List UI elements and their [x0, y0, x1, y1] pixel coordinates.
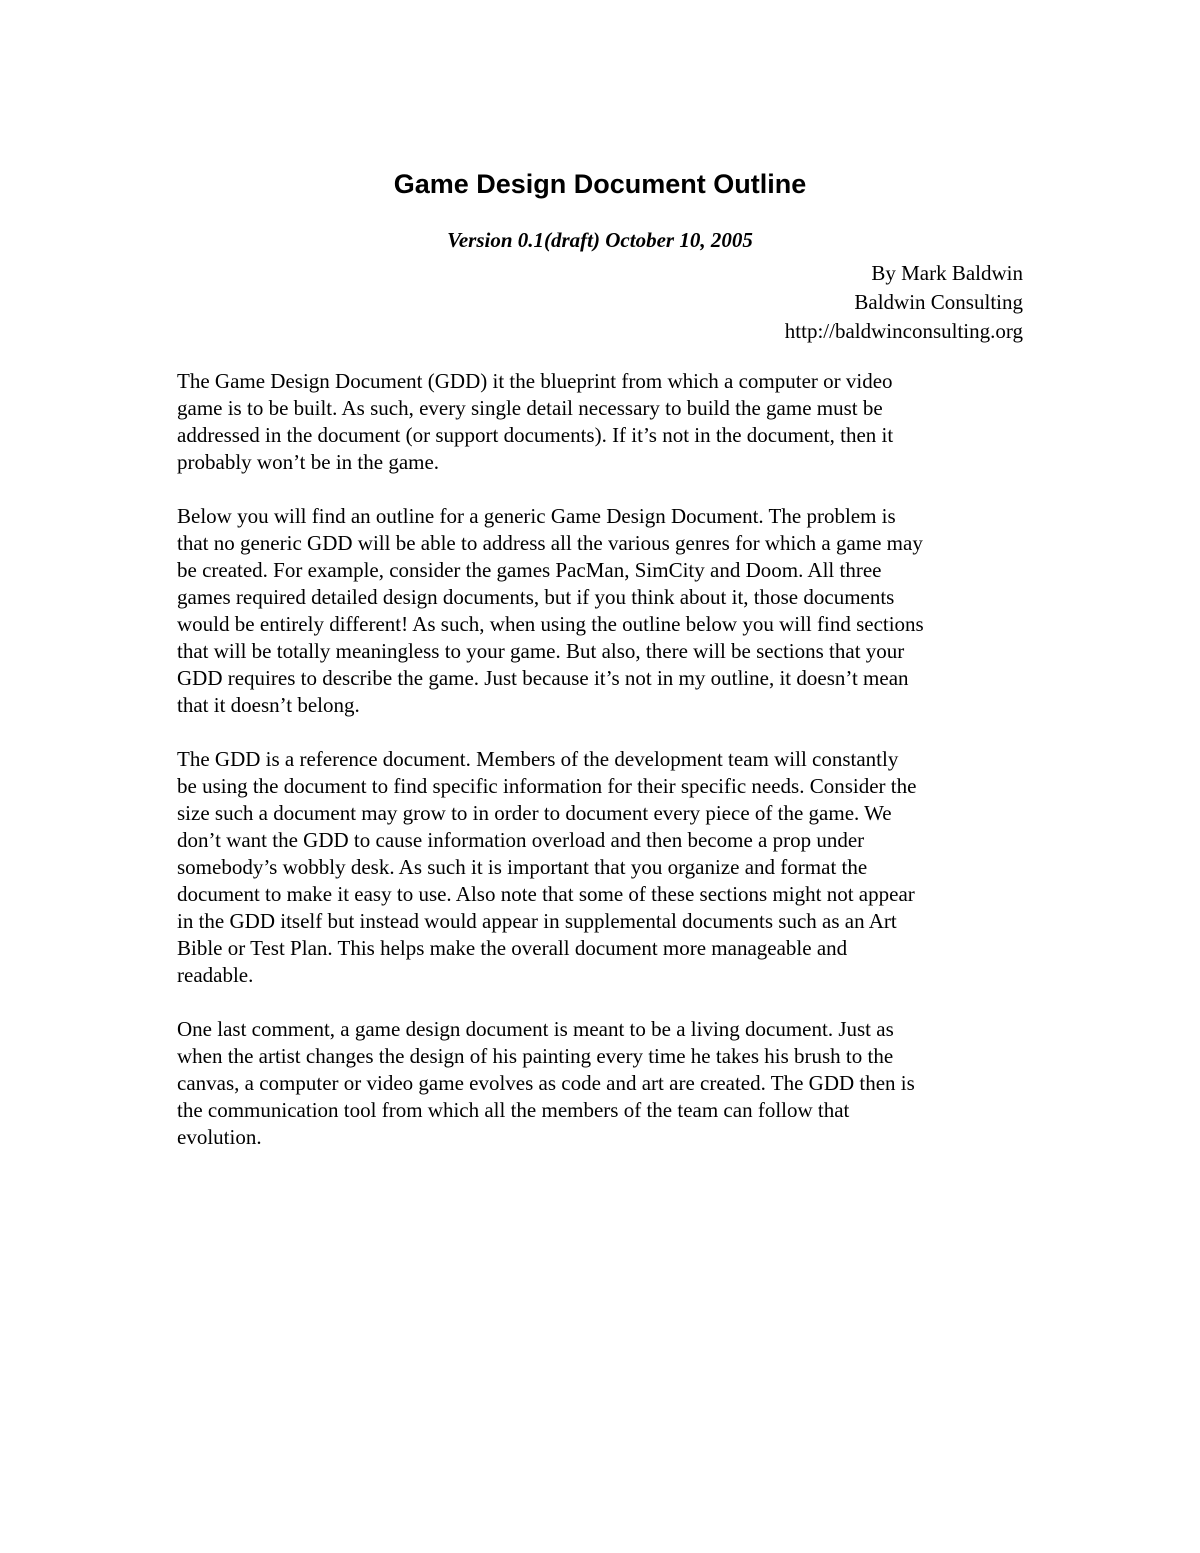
version-line: Version 0.1(draft) October 10, 2005: [447, 228, 753, 252]
document-title: Game Design Document Outline: [393, 169, 807, 199]
paragraph-line: in the GDD itself but instead would appear in supplemental documents such as an Art: [177, 909, 897, 933]
paragraph-outline: [177, 503, 1027, 719]
byline: [785, 259, 1023, 346]
paragraph-line: game is to be built. As such, every single detail necessary to build the game must be: [177, 396, 883, 420]
paragraph-line: would be entirely different! As such, when using the outline below you will find sections: [177, 612, 924, 636]
paragraph-line: GDD requires to describe the game. Just because it’s not in my outline, it doesn’t mean: [177, 666, 909, 690]
paragraph-line: readable.: [177, 963, 254, 987]
paragraph-line: size such a document may grow to in order to document every piece of the game. We: [177, 801, 892, 825]
paragraph-line: that it doesn’t belong.: [177, 693, 360, 717]
company-url: http://baldwinconsulting.org: [784, 319, 1023, 343]
paragraph-intro: [177, 368, 1027, 476]
paragraph-line: probably won’t be in the game.: [177, 450, 440, 474]
paragraph-line: be using the document to find specific information for their specific needs. Consider the: [177, 774, 917, 798]
paragraph-line: The Game Design Document (GDD) it the blueprint from which a computer or video: [177, 369, 893, 393]
paragraph-line: that will be totally meaningless to your game. But also, there will be sections that your: [177, 639, 905, 663]
paragraph-line: games required detailed design documents, but if you think about it, those documents: [177, 585, 895, 609]
paragraph-line: document to make it easy to use. Also note that some of these sections might not appear: [177, 882, 915, 906]
paragraph-line: be created. For example, consider the games PacMan, SimCity and Doom. All three: [177, 558, 882, 582]
paragraph-reference: [177, 746, 1027, 989]
paragraph-line: somebody’s wobbly desk. As such it is important that you organize and format the: [177, 855, 868, 879]
company-name: Baldwin Consulting: [854, 290, 1023, 314]
paragraph-line: canvas, a computer or video game evolves as code and art are created. The GDD then is: [177, 1071, 915, 1095]
paragraph-line: when the artist changes the design of his painting every time he takes his brush to the: [177, 1044, 894, 1068]
author-name: By Mark Baldwin: [871, 261, 1023, 285]
paragraph-line: Below you will find an outline for a generic Game Design Document. The problem is: [177, 504, 896, 528]
paragraph-line: evolution.: [177, 1125, 262, 1149]
paragraph-line: addressed in the document (or support documents). If it’s not in the document, then it: [177, 423, 894, 447]
paragraph-line: the communication tool from which all the members of the team can follow that: [177, 1098, 850, 1122]
paragraph-line: Bible or Test Plan. This helps make the overall document more manageable and: [177, 936, 848, 960]
paragraph-line: that no generic GDD will be able to address all the various genres for which a game may: [177, 531, 923, 555]
paragraph-line: The GDD is a reference document. Members of the development team will constantly: [177, 747, 899, 771]
body-text: [177, 368, 1027, 1178]
paragraph-line: One last comment, a game design document is meant to be a living document. Just as: [177, 1017, 894, 1041]
paragraph-living-document: [177, 1016, 1027, 1151]
paragraph-line: don’t want the GDD to cause information overload and then become a prop under: [177, 828, 865, 852]
